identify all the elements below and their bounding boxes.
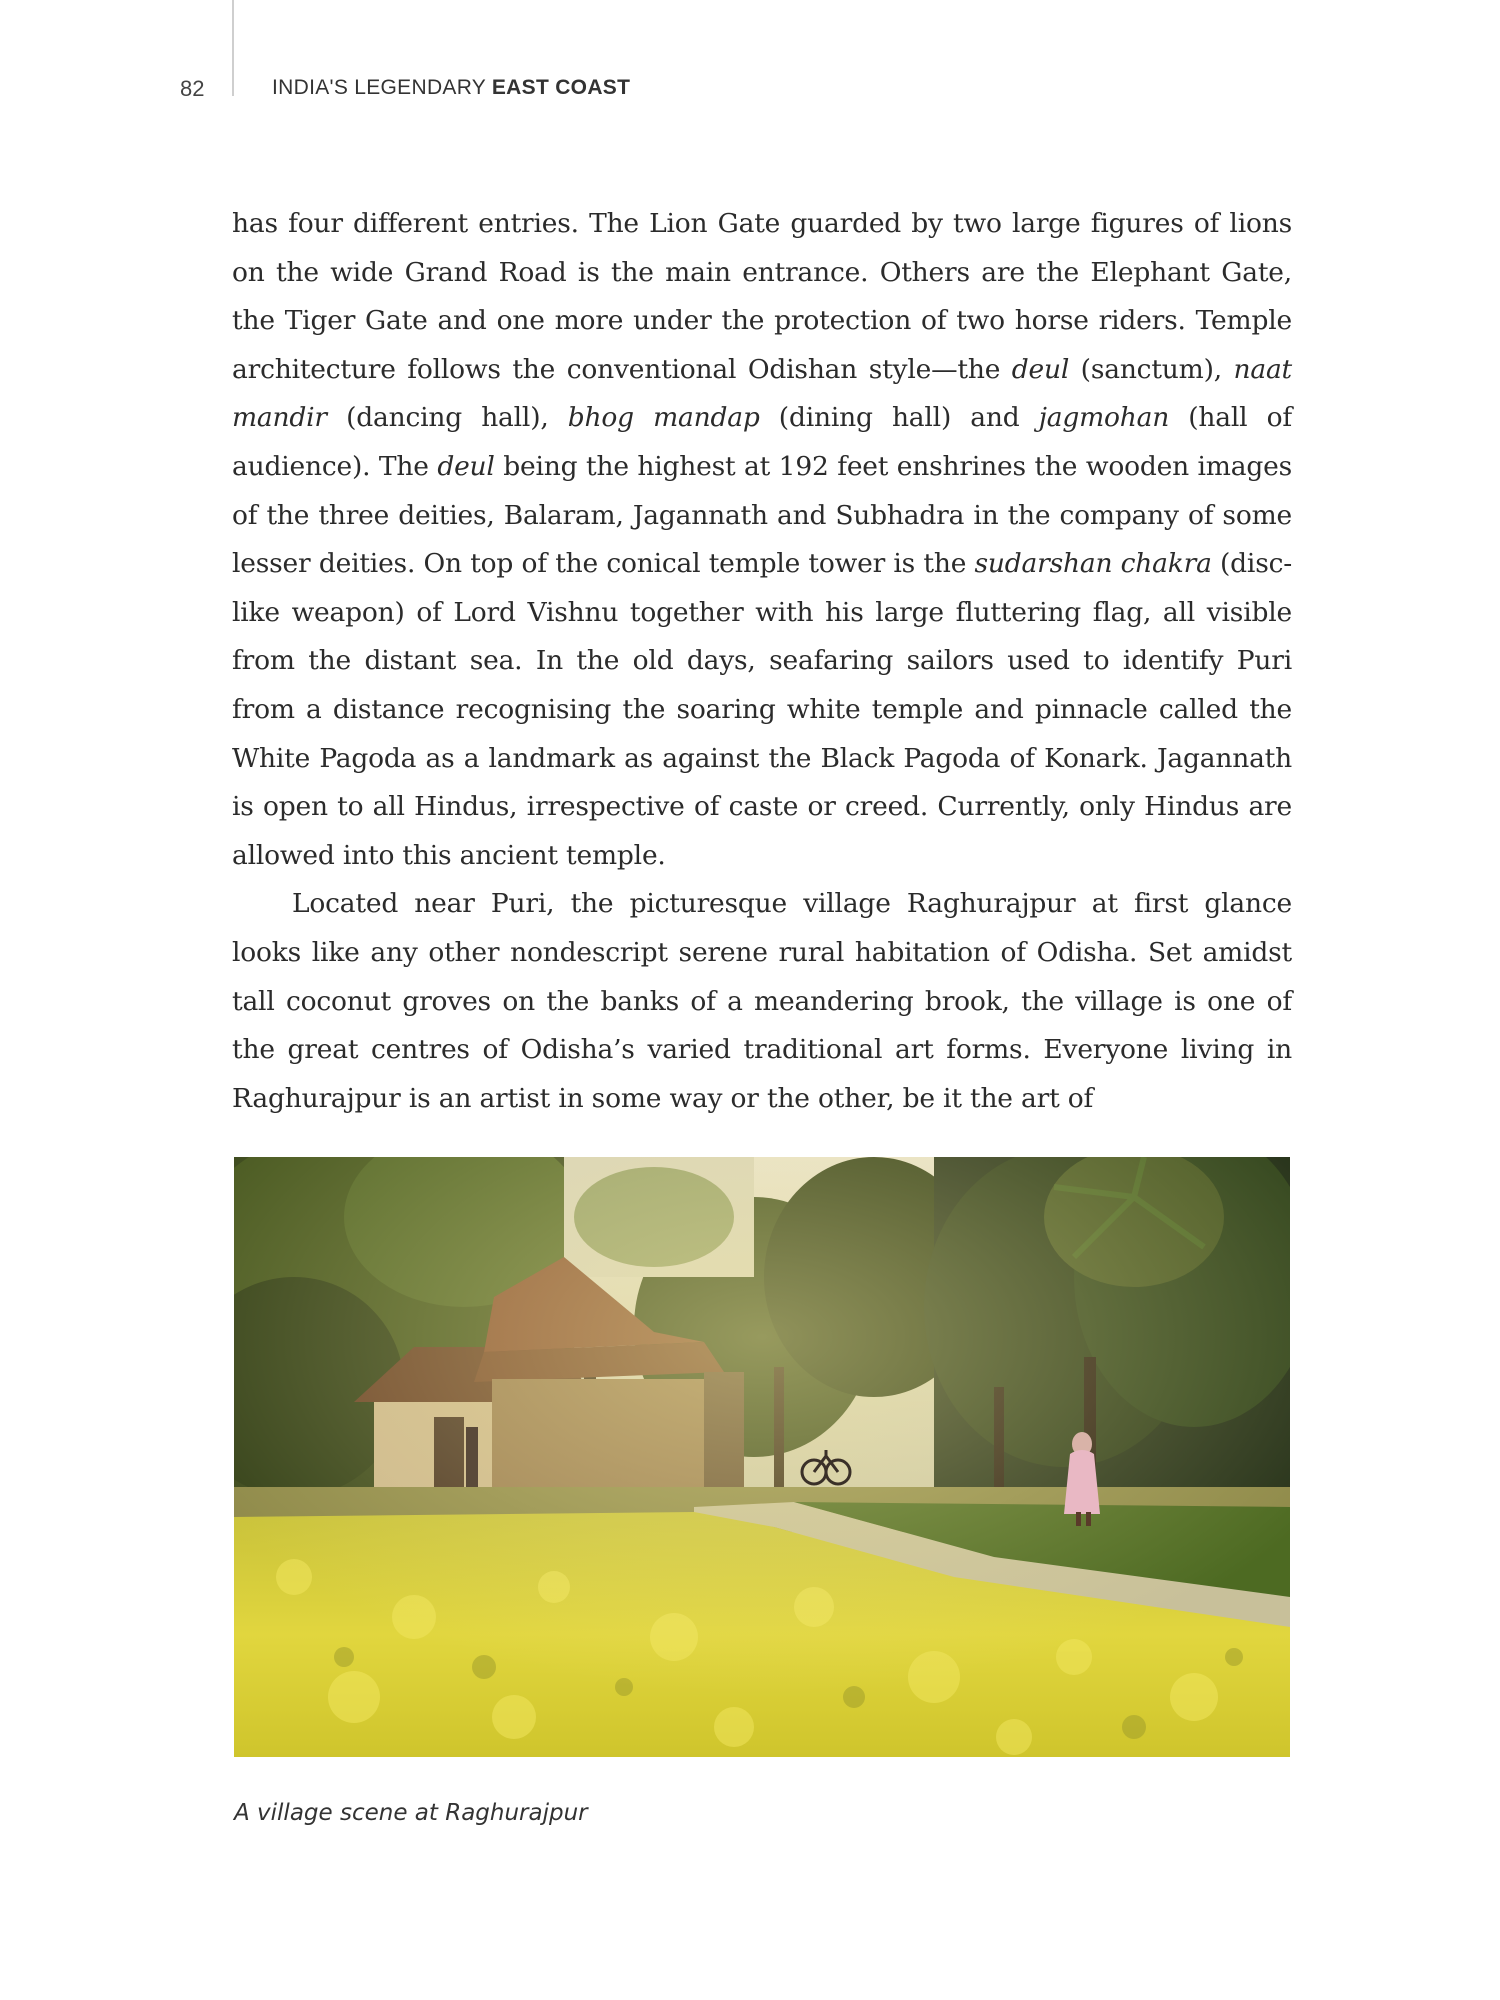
italic-term: jagmohan [1038, 402, 1170, 434]
text-run: (hall of audience). The [232, 402, 1292, 482]
header-divider-line [232, 0, 234, 96]
italic-term: deul [437, 450, 495, 482]
text-run: has four different entries. The Lion Gate guarded by two large figures of lions on the wide Grand Road is the main entrance. Others are the Elephant Gate, the Tiger Gate and one more under the protection of two horse riders. Temple architecture follows the conventional Odishan style—the [232, 208, 1292, 385]
village-photo [234, 1157, 1290, 1757]
running-head-title-bold: EAST COAST [491, 76, 631, 99]
text-run: (dining hall) and [759, 402, 1039, 434]
text-run: (dancing hall), [326, 402, 568, 434]
figure-caption: A village scene at Raghurajpur [234, 1800, 588, 1826]
text-run: (sanctum), [1069, 353, 1234, 385]
text-run: (disc-like weapon) of Lord Vishnu together with his large fluttering flag, all visible from the distant sea. In the old days, seafaring sailors used to identify Puri from a distance recognising the soaring white temple and pinnacle called the White Pagoda as a landmark as against the Black Pagoda of Konark. Jagannath is open to all Hindus, irrespective of caste or creed. Currently, only Hindus are allowed into this ancient temple. [232, 548, 1292, 871]
italic-term: bhog mandap [567, 402, 760, 434]
text-run: being the highest at 192 feet enshrines the wooden images of the three deities, Balaram, Jagannath and Subhadra in the company of some lesser deities. On top of the conical temple tower is the [232, 450, 1292, 580]
italic-term: deul [1011, 353, 1070, 385]
running-head-title: INDIA'S LEGENDARY [272, 76, 492, 99]
paragraph-2: Located near Puri, the picturesque village Raghurajpur at first glance looks like any other nondescript serene rural habitation of Odisha. Set amidst tall coconut groves on the banks of a meandering brook, the village is one of the great centres of Odisha’s varied traditional art forms. Everyone living in Raghurajpur is an artist in some way or the other, be it the art of [232, 888, 1292, 1114]
running-head [272, 76, 630, 100]
page-number: 82 [180, 76, 205, 101]
italic-term: naat mandir [232, 353, 1292, 434]
paragraph-1 [232, 200, 1292, 880]
body-text [232, 200, 1292, 1123]
italic-term: sudarshan chakra [974, 548, 1212, 580]
